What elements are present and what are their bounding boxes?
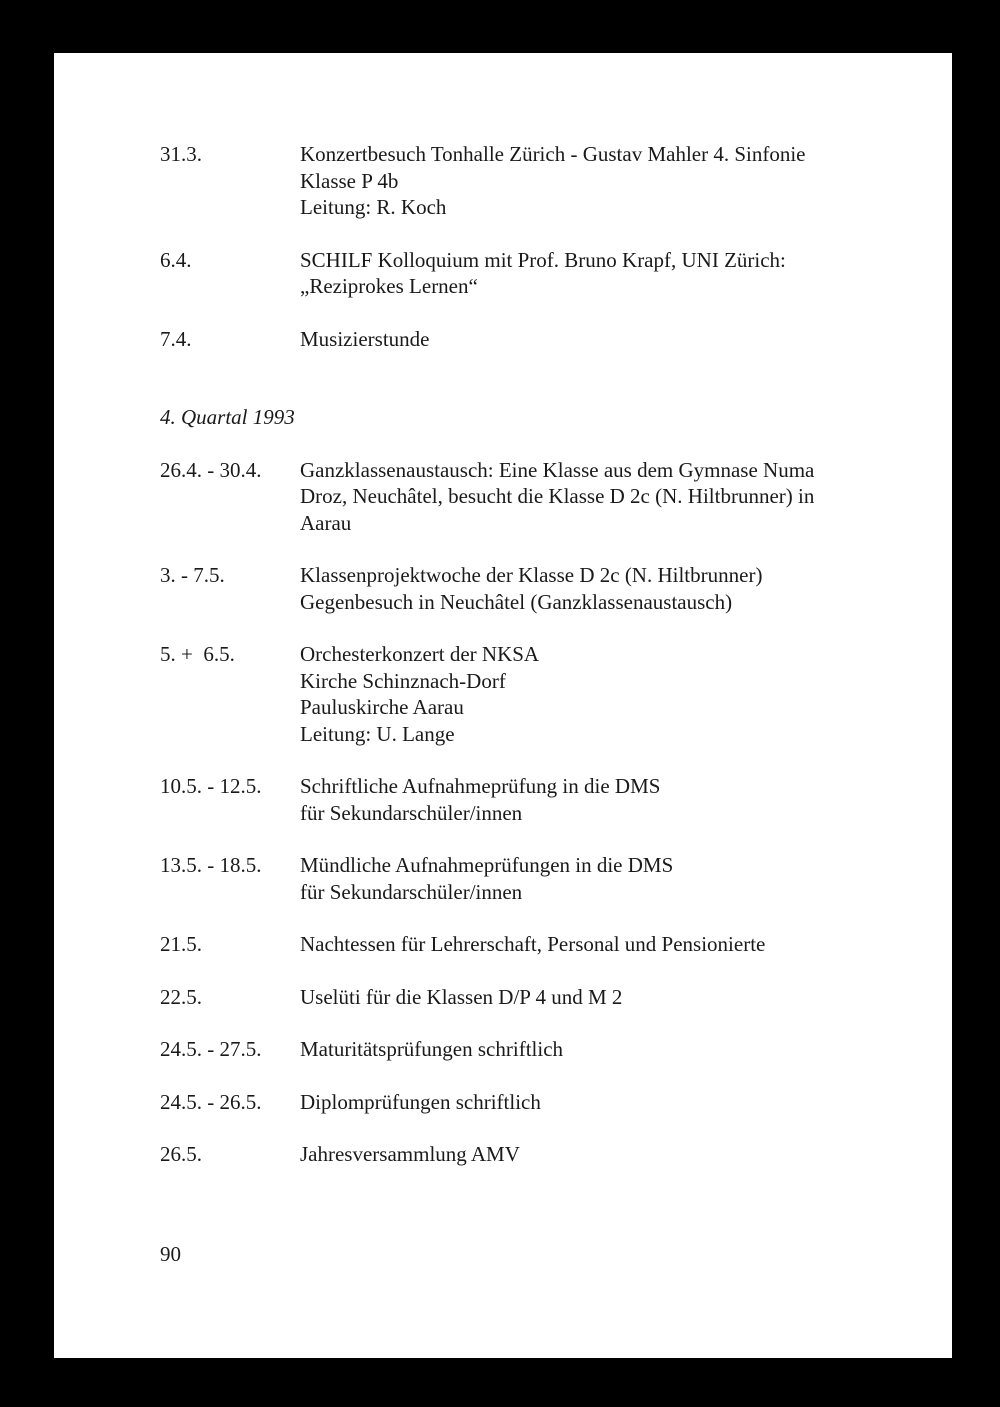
event-description (300, 1141, 920, 1168)
event-date: 26.4. - 30.4. (160, 457, 262, 482)
event-entry (160, 931, 920, 958)
event-description (300, 141, 920, 221)
event-entry (160, 326, 920, 353)
event-line: Nachtessen für Lehrerschaft, Personal und Pensionierte (300, 932, 766, 956)
event-line: Leitung: R. Koch (300, 195, 447, 219)
event-line: Jahresversammlung AMV (300, 1142, 520, 1166)
event-line: Pauluskirche Aarau (300, 695, 464, 719)
event-line: für Sekundarschüler/innen (300, 879, 523, 904)
event-line: Maturitätsprüfungen schriftlich (300, 1037, 564, 1061)
event-line: Ganzklassenaustausch: Eine Klasse aus dem Gymnase Numa (300, 457, 815, 482)
event-entry (160, 852, 920, 905)
event-date: 26.5. (160, 1142, 202, 1166)
event-entry (160, 1036, 920, 1063)
event-line: Diplomprüfungen schriftlich (300, 1089, 541, 1114)
event-description (300, 1089, 920, 1116)
event-entry (160, 1089, 920, 1116)
event-description (300, 641, 920, 747)
document-page (54, 53, 952, 1358)
event-entry (160, 457, 920, 537)
page-content (160, 141, 920, 1168)
event-date: 31.3. (160, 142, 202, 166)
event-description (300, 247, 920, 300)
event-line: für Sekundarschüler/innen (300, 800, 523, 825)
event-date: 24.5. - 26.5. (160, 1089, 262, 1114)
event-line: Droz, Neuchâtel, besucht die Klasse D 2c (N. Hiltbrunner) in (300, 484, 815, 508)
event-date: 10.5. - 12.5. (160, 774, 262, 798)
event-line: Konzertbesuch Tonhalle Zürich - Gustav Mahler 4. Sinfonie (300, 142, 806, 166)
event-line: Klassenprojektwoche der Klasse D 2c (N. Hiltbrunner) (300, 563, 763, 587)
event-line: Kirche Schinznach-Dorf (300, 668, 506, 693)
event-line: „Reziprokes Lernen“ (300, 274, 478, 298)
event-description (300, 1036, 920, 1063)
event-entry (160, 984, 920, 1011)
event-entry (160, 562, 920, 615)
event-entry (160, 641, 920, 747)
event-line: Mündliche Aufnahmeprüfungen in die DMS (300, 853, 674, 877)
event-date: 21.5. (160, 932, 202, 956)
event-line: Klasse P 4b (300, 168, 399, 193)
event-date: 22.5. (160, 984, 202, 1009)
event-description (300, 931, 920, 958)
event-line: Schriftliche Aufnahmeprüfung in die DMS (300, 774, 661, 798)
quarter-heading: 4. Quartal 1993 (160, 405, 295, 429)
event-date: 13.5. - 18.5. (160, 853, 262, 877)
event-description (300, 457, 920, 537)
event-description (300, 562, 920, 615)
event-line: Uselüti für die Klassen D/P 4 und M 2 (300, 984, 623, 1009)
event-line: Orchesterkonzert der NKSA (300, 642, 540, 666)
page-number: 90 (160, 1242, 181, 1266)
event-line: Aarau (300, 510, 352, 535)
event-date: 3. - 7.5. (160, 563, 225, 587)
event-line: Musizierstunde (300, 326, 430, 351)
event-date: 24.5. - 27.5. (160, 1037, 262, 1061)
event-description (300, 773, 920, 826)
event-line: Leitung: U. Lange (300, 721, 455, 746)
event-date: 7.4. (160, 326, 192, 351)
event-line: Gegenbesuch in Neuchâtel (Ganzklassenaustausch) (300, 589, 733, 614)
event-line: SCHILF Kolloquium mit Prof. Bruno Krapf, UNI Zürich: (300, 247, 786, 272)
event-date: 6.4. (160, 247, 192, 272)
event-description (300, 852, 920, 905)
event-entry (160, 141, 920, 221)
event-entry (160, 247, 920, 300)
event-entry (160, 773, 920, 826)
event-date: 5. + 6.5. (160, 642, 235, 666)
event-description (300, 984, 920, 1011)
event-entry (160, 1141, 920, 1168)
event-description (300, 326, 920, 353)
